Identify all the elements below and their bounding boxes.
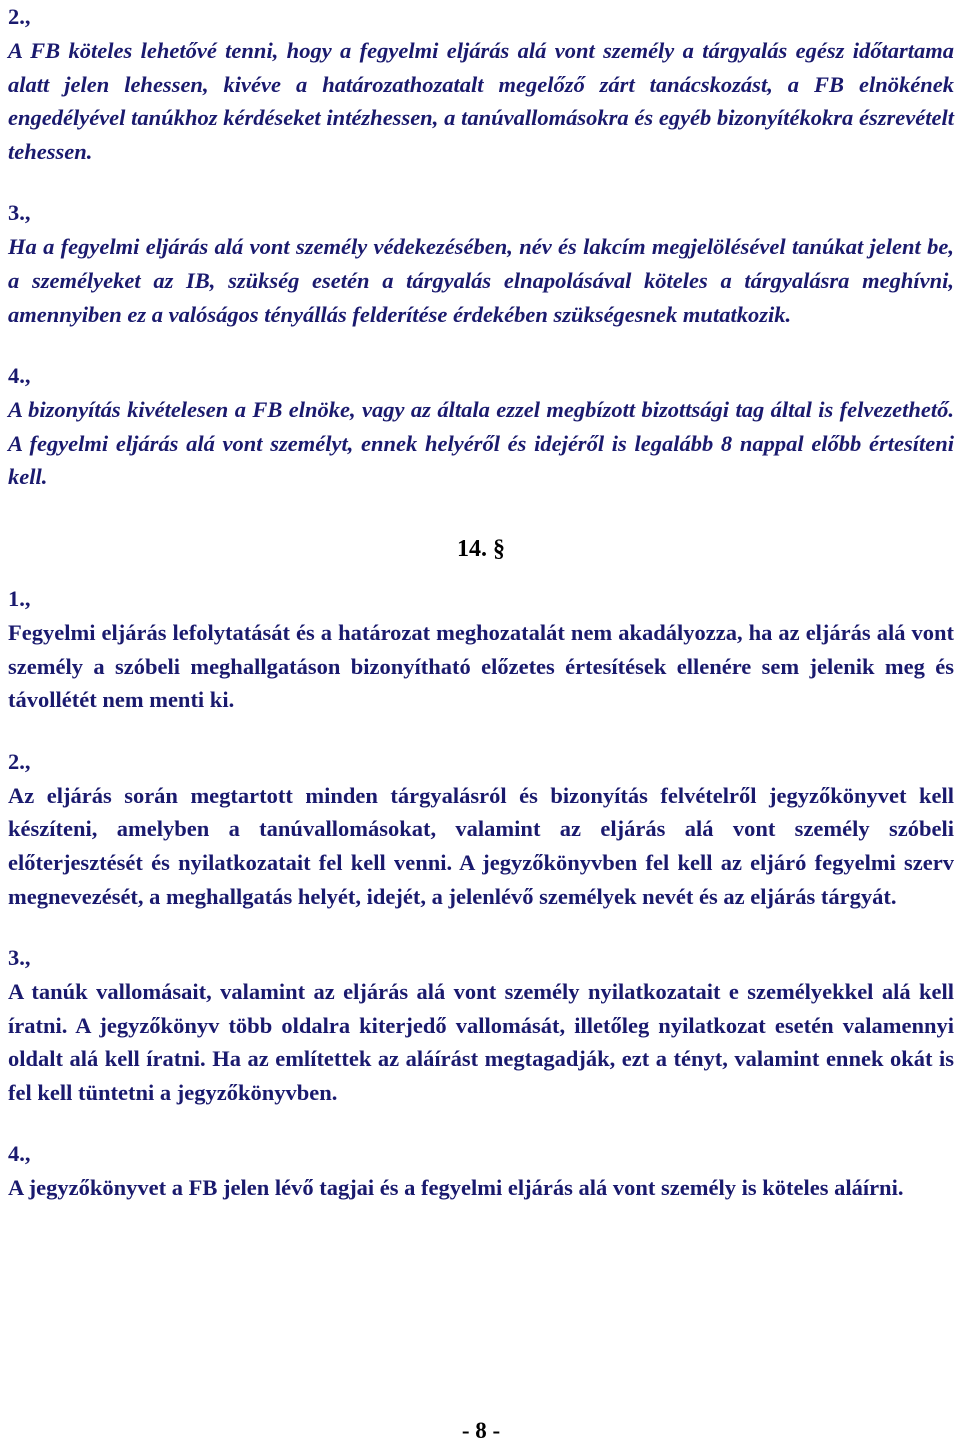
clause-text: A FB köteles lehetővé tenni, hogy a fegyelmi eljárás alá vont személy a tárgyalás egész időtartama alatt jelen lehessen, kivéve a határozathozatalt megelőző zárt tanácskozást, a FB elnökének engedélyével tanúkhoz kérdéseket intézhessen, a tanúvallomásokra és egyéb bizonyítékokra észrevételt tehessen. bbox=[8, 38, 954, 164]
clause-3 bbox=[8, 196, 954, 331]
clause-number: 3., bbox=[8, 945, 31, 971]
clause-number: 2., bbox=[8, 748, 31, 774]
clause-text: Az eljárás során megtartott minden tárgyalásról és bizonyítás felvételről jegyzőkönyvet kell készíteni, amelyben a tanúvallomásokat, valamint az eljárás alá vont személy szóbeli előterjesztését és nyilatkozatait fel kell venni. A jegyzőkönyvben fel kell az eljáró fegyelmi szerv megnevezését, a meghallgatás helyét, idejét, a jelenlévő személyek nevét és az eljárás tárgyát. bbox=[8, 782, 954, 909]
clause-number: 3., bbox=[8, 200, 31, 226]
clause-number: 4., bbox=[8, 1141, 31, 1167]
section-14-clause-1 bbox=[8, 582, 954, 717]
section-heading: 14. § bbox=[457, 535, 505, 562]
section-14-clause-4 bbox=[8, 1137, 954, 1205]
clause-4 bbox=[8, 359, 954, 494]
spacer bbox=[8, 331, 954, 359]
section-14-clause-2 bbox=[8, 745, 954, 913]
spacer bbox=[8, 913, 954, 941]
spacer bbox=[8, 168, 954, 196]
clause-number: 4., bbox=[8, 363, 31, 389]
clause-number: 2., bbox=[8, 4, 31, 29]
clause-text: Ha a fegyelmi eljárás alá vont személy védekezésében, név és lakcím megjelölésével tanúkat jelent be, a személyeket az IB, szükség esetén a tárgyalás elnapolásával köteles a tárgyalásra meghívni, amennyiben ez a valóságos tényállás felderítése érdekében szükségesnek mutatkozik. bbox=[8, 234, 954, 327]
clause-2 bbox=[8, 0, 954, 168]
clause-text: A tanúk vallomásait, valamint az eljárás alá vont személy nyilatkozatait e személyekkel alá kell íratni. A jegyzőkönyv több oldalra kiterjedő vallomását, illetőleg nyilatkozat esetén valamennyi oldalt alá kell íratni. Ha az említettek az aláírást megtagadják, ezt a tényt, valamint ennek okát is fel kell tüntetni a jegyzőkönyvben. bbox=[8, 979, 954, 1105]
spacer bbox=[8, 717, 954, 745]
spacer bbox=[8, 1109, 954, 1137]
clause-text: Fegyelmi eljárás lefolytatását és a határozat meghozatalát nem akadályozza, ha az eljárás alá vont személy a szóbeli meghallgatáson bizonyítható előzetes értesítések ellenére sem jelenik meg és távollétét nem menti ki. bbox=[8, 619, 954, 713]
clause-text: A bizonyítás kivételesen a FB elnöke, vagy az általa ezzel megbízott bizottsági tag által is felvezethető. A fegyelmi eljárás alá vont személyt, ennek helyéről és idejéről is legalább 8 nappal előbb értesíteni kell. bbox=[8, 397, 954, 490]
clause-number: 1., bbox=[8, 585, 31, 611]
document-page bbox=[8, 0, 954, 1446]
section-14-clause-3 bbox=[8, 941, 954, 1109]
clause-text: A jegyzőkönyvet a FB jelen lévő tagjai és a fegyelmi eljárás alá vont személy is köteles aláírni. bbox=[8, 1175, 904, 1201]
page-number: - 8 - bbox=[461, 1418, 501, 1443]
